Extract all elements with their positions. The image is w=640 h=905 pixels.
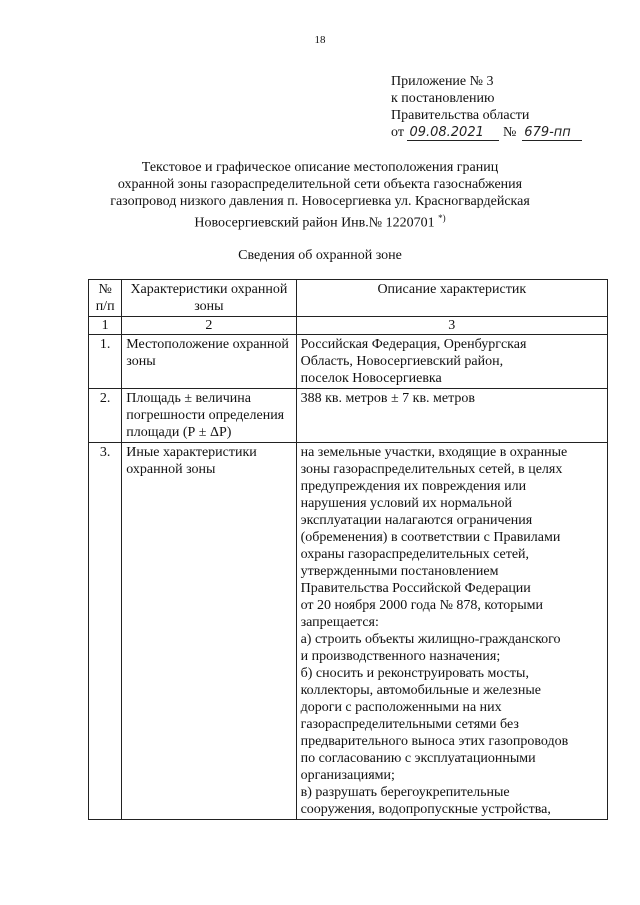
- from-label: от: [391, 125, 404, 140]
- description-line: предварительного выноса этих газопроводов: [300, 734, 569, 749]
- description-line: (обременения) в соответствии с Правилами: [300, 530, 561, 545]
- description-line: сооружения, водопропускные устройства,: [300, 802, 551, 817]
- table-row: [89, 335, 608, 389]
- row-description: [296, 443, 607, 820]
- description-line: предупреждения их повреждения или: [300, 479, 527, 494]
- column-numbering-row: [89, 317, 608, 335]
- description-line: нарушения условий их нормальной: [300, 496, 513, 511]
- description-line: в) разрушать берегоукрепительные: [300, 785, 510, 800]
- title-line-4: Новосергиевский район Инв.№ 1220701: [194, 215, 435, 231]
- document-title: [80, 159, 560, 232]
- description-line: б) сносить и реконструировать мосты,: [300, 666, 529, 681]
- description-line: охраны газораспределительных сетей,: [300, 547, 530, 562]
- title-line-1: Текстовое и графическое описание местоположения границ: [141, 160, 499, 175]
- handwritten-date: 09.08.2021: [407, 126, 499, 141]
- row-number: 2.: [89, 389, 122, 443]
- number-label: №: [502, 125, 517, 140]
- header-description: Описание характеристик: [296, 280, 607, 317]
- description-line: и производственного назначения;: [300, 649, 501, 664]
- footnote-mark: *): [438, 213, 446, 223]
- appendix-date-number-line: [391, 124, 582, 141]
- title-line-2: охранной зоны газораспределительной сети объекта газоснабжения: [117, 177, 523, 192]
- zone-info-table: [88, 279, 608, 820]
- description-line: дороги с расположенными на них: [300, 700, 502, 715]
- handwritten-number: 679-пп: [522, 126, 582, 141]
- description-line: от 20 ноября 2000 года № 878, которыми: [300, 598, 544, 613]
- description-line: запрещается:: [300, 615, 379, 630]
- table-header-row: [89, 280, 608, 317]
- description-line: газораспределительными сетями без: [300, 717, 519, 732]
- description-line: утвержденными постановлением: [300, 564, 499, 579]
- row-number: 3.: [89, 443, 122, 820]
- description-line: зоны газораспределительных сетей, в целях: [300, 462, 563, 477]
- row-description: [296, 335, 607, 389]
- page-number: 18: [314, 34, 326, 46]
- title-line-3: газопровод низкого давления п. Новосергиевка ул. Красногвардейская: [110, 194, 530, 209]
- description-line: коллекторы, автомобильные и железные: [300, 683, 541, 698]
- appendix-line-1: Приложение № 3: [391, 74, 494, 89]
- section-subtitle: Сведения об охранной зоне: [238, 248, 402, 263]
- description-line: Правительства Российской Федерации: [300, 581, 531, 596]
- row-characteristic: Площадь ± величина погрешности определения площади (Р ± ΔР): [122, 389, 296, 443]
- description-line: по согласованию с эксплуатационными: [300, 751, 536, 766]
- table-row: [89, 443, 608, 820]
- row-characteristic: Иные характеристики охранной зоны: [122, 443, 296, 820]
- description-line: организациями;: [300, 768, 395, 783]
- table-row: [89, 389, 608, 443]
- description-line: на земельные участки, входящие в охранные: [300, 445, 568, 460]
- row-number: 1.: [89, 335, 122, 389]
- header-number: № п/п: [89, 280, 122, 317]
- title-line-4-wrap: [80, 210, 560, 232]
- description-line: 388 кв. метров ± 7 кв. метров: [300, 391, 476, 406]
- column-number-2: 2: [122, 317, 296, 335]
- description-line: Российская Федерация, Оренбургская: [300, 337, 527, 352]
- row-description: [296, 389, 607, 443]
- appendix-line-3: Правительства области: [391, 108, 530, 123]
- header-characteristic: Характеристики охранной зоны: [122, 280, 296, 317]
- appendix-line-2: к постановлению: [391, 91, 495, 106]
- description-line: а) строить объекты жилищно-гражданского: [300, 632, 561, 647]
- column-number-3: 3: [296, 317, 607, 335]
- description-line: эксплуатации налагаются ограничения: [300, 513, 533, 528]
- column-number-1: 1: [89, 317, 122, 335]
- row-characteristic: Местоположение охранной зоны: [122, 335, 296, 389]
- appendix-block: [391, 73, 582, 141]
- description-line: Область, Новосергиевский район,: [300, 354, 504, 369]
- description-line: поселок Новосергиевка: [300, 371, 442, 386]
